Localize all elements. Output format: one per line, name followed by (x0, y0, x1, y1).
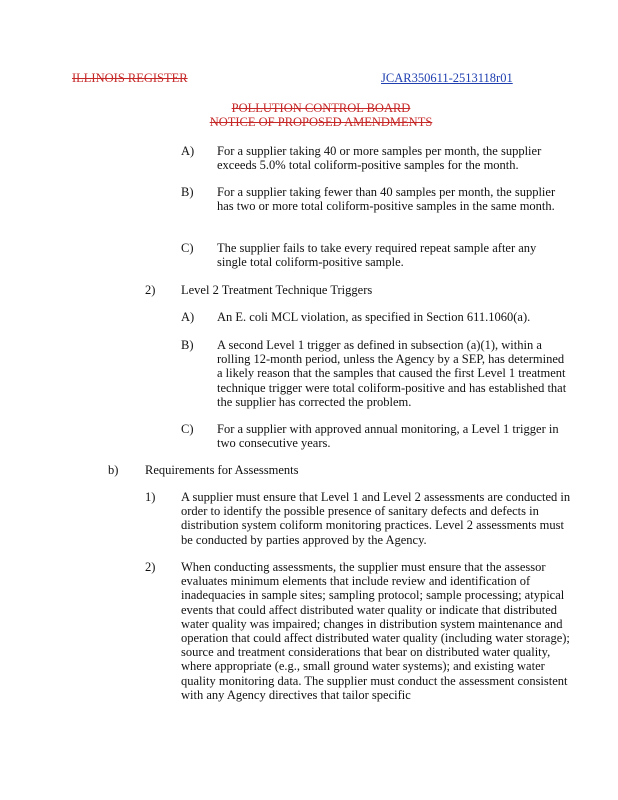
item-label-c: C) (181, 422, 194, 436)
register-header: ILLINOIS REGISTER (72, 71, 188, 85)
para-2-label: 2) (145, 560, 156, 574)
section-b-label: b) (108, 463, 119, 477)
level1-item-a: For a supplier taking 40 or more samples per month, the supplier exceeds 5.0% total coliform-positive samples for the month. (217, 144, 542, 173)
notice-title: NOTICE OF PROPOSED AMENDMENTS (209, 115, 433, 129)
level2-item-b: A second Level 1 trigger as defined in subsection (a)(1), within a rolling 12-month period, unless the Agency by a SEP, has determined a likely reason that the samples that caused the first Level 1 treatment technique trigger were total coliform-positive and has established that the supplier has corrected the problem. (217, 338, 567, 409)
section-b-heading: Requirements for Assessments (145, 463, 299, 477)
para-1-label: 1) (145, 490, 156, 504)
level1-item-b: For a supplier taking fewer than 40 samples per month, the supplier has two or more total coliform-positive samples in the same month. (217, 185, 556, 214)
item-label-c: C) (181, 241, 194, 255)
level1-item-c: The supplier fails to take every required repeat sample after any single total coliform-positive sample. (217, 241, 537, 270)
level2-item-a: An E. coli MCL violation, as specified in Section 611.1060(a). (217, 310, 531, 324)
item-label-a: A) (181, 310, 195, 324)
assessment-para-2: When conducting assessments, the supplier must ensure that the assessor evaluates minimum elements that include review and identification of inadequacies in sample sites; sampling protocol; sample processing; atypical events that could affect distributed water quality or indicate that distributed water quality was impaired; changes in distribution system maintenance and operation that could affect distributed water quality (including water storage); source and treatment considerations that bear on distributed water quality, where appropriate (e.g., small ground water systems); and existing water quality monitoring data. The supplier must conduct the assessment consistent with any Agency directives that tailor specific (181, 560, 570, 702)
level2-label: 2) (145, 283, 156, 297)
level2-heading: Level 2 Treatment Technique Triggers (181, 283, 373, 297)
board-title: POLLUTION CONTROL BOARD (231, 101, 411, 115)
item-label-b: B) (181, 185, 194, 199)
item-label-a: A) (181, 144, 195, 158)
assessment-para-1: A supplier must ensure that Level 1 and Level 2 assessments are conducted in order to identify the possible presence of sanitary defects and defects in distribution system coliform monitoring practices. Level 2 assessments must be conducted by parties approved by the Agency. (181, 490, 571, 547)
level2-item-c: For a supplier with approved annual monitoring, a Level 1 trigger in two consecutive years. (217, 422, 559, 451)
jcar-code: JCAR350611-2513118r01 (381, 71, 513, 85)
item-label-b: B) (181, 338, 194, 352)
